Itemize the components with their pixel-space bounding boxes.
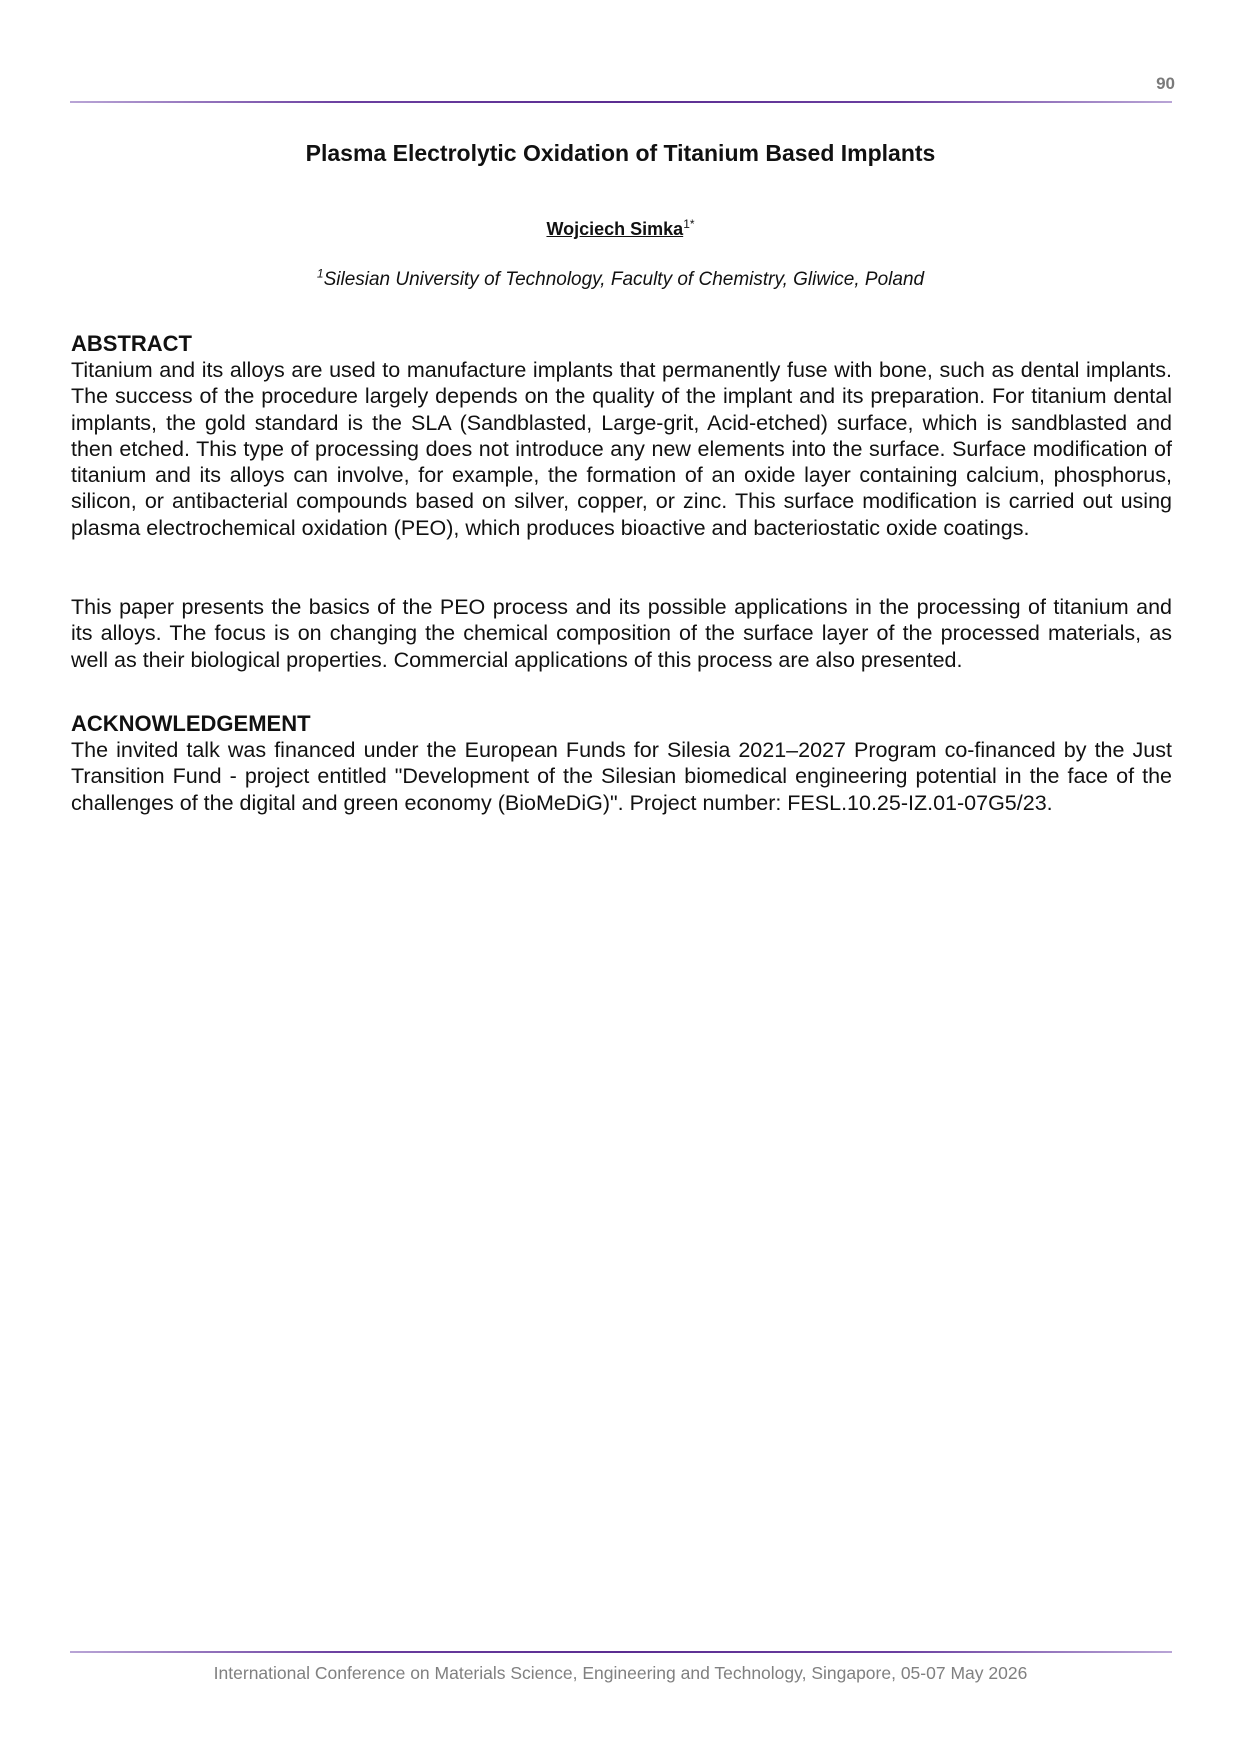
- affiliation: [0, 266, 1241, 291]
- footer-text: International Conference on Materials Science, Engineering and Technology, Singapore, 05-07 May 2026: [213, 1663, 1028, 1683]
- footer-rule: [70, 1651, 1172, 1653]
- acknowledgement-heading: ACKNOWLEDGEMENT: [71, 711, 311, 736]
- paper-title: Plasma Electrolytic Oxidation of Titanium Based Implants: [305, 140, 936, 166]
- abstract-paragraph-1: Titanium and its alloys are used to manufacture implants that permanently fuse with bone, such as dental implants. The success of the procedure largely depends on the quality of the implant and its preparation. For titanium dental implants, the gold standard is the SLA (Sandblasted, Large-grit, Acid-etched) surface, which is sandblasted and then etched. This type of processing does not introduce any new elements into the surface. Surface modification of titanium and its alloys can involve, for example, the formation of an oxide layer containing calcium, phosphorus, silicon, or antibacterial compounds based on silver, copper, or zinc. This surface modification is carried out using plasma electrochemical oxidation (PEO), which produces bioactive and bacteriostatic oxide coatings.: [71, 358, 1172, 540]
- author-name: Wojciech Simka: [546, 219, 684, 239]
- abstract-paragraph-2: This paper presents the basics of the PEO process and its possible applications in the processing of titanium and its alloys. The focus is on changing the chemical composition of the surface layer of the processed materials, as well as their biological properties. Commercial applications of this process are also presented.: [71, 595, 1172, 672]
- author-line: [0, 219, 1241, 240]
- affiliation-text: Silesian University of Technology, Faculty of Chemistry, Gliwice, Poland: [323, 269, 925, 290]
- abstract-heading: ABSTRACT: [71, 331, 192, 356]
- acknowledgement-paragraph: The invited talk was financed under the European Funds for Silesia 2021–2027 Program co-financed by the Just Transition Fund - project entitled "Development of the Silesian biomedical engineering potential in the face of the challenges of the digital and green economy (BioMeDiG)". Project number: FESL.10.25-IZ.01-07G5/23.: [71, 738, 1172, 815]
- author-superscript: 1*: [683, 217, 695, 231]
- affiliation-superscript: 1: [316, 266, 324, 281]
- header-rule: [70, 101, 1172, 103]
- page-number: 90: [1156, 74, 1175, 93]
